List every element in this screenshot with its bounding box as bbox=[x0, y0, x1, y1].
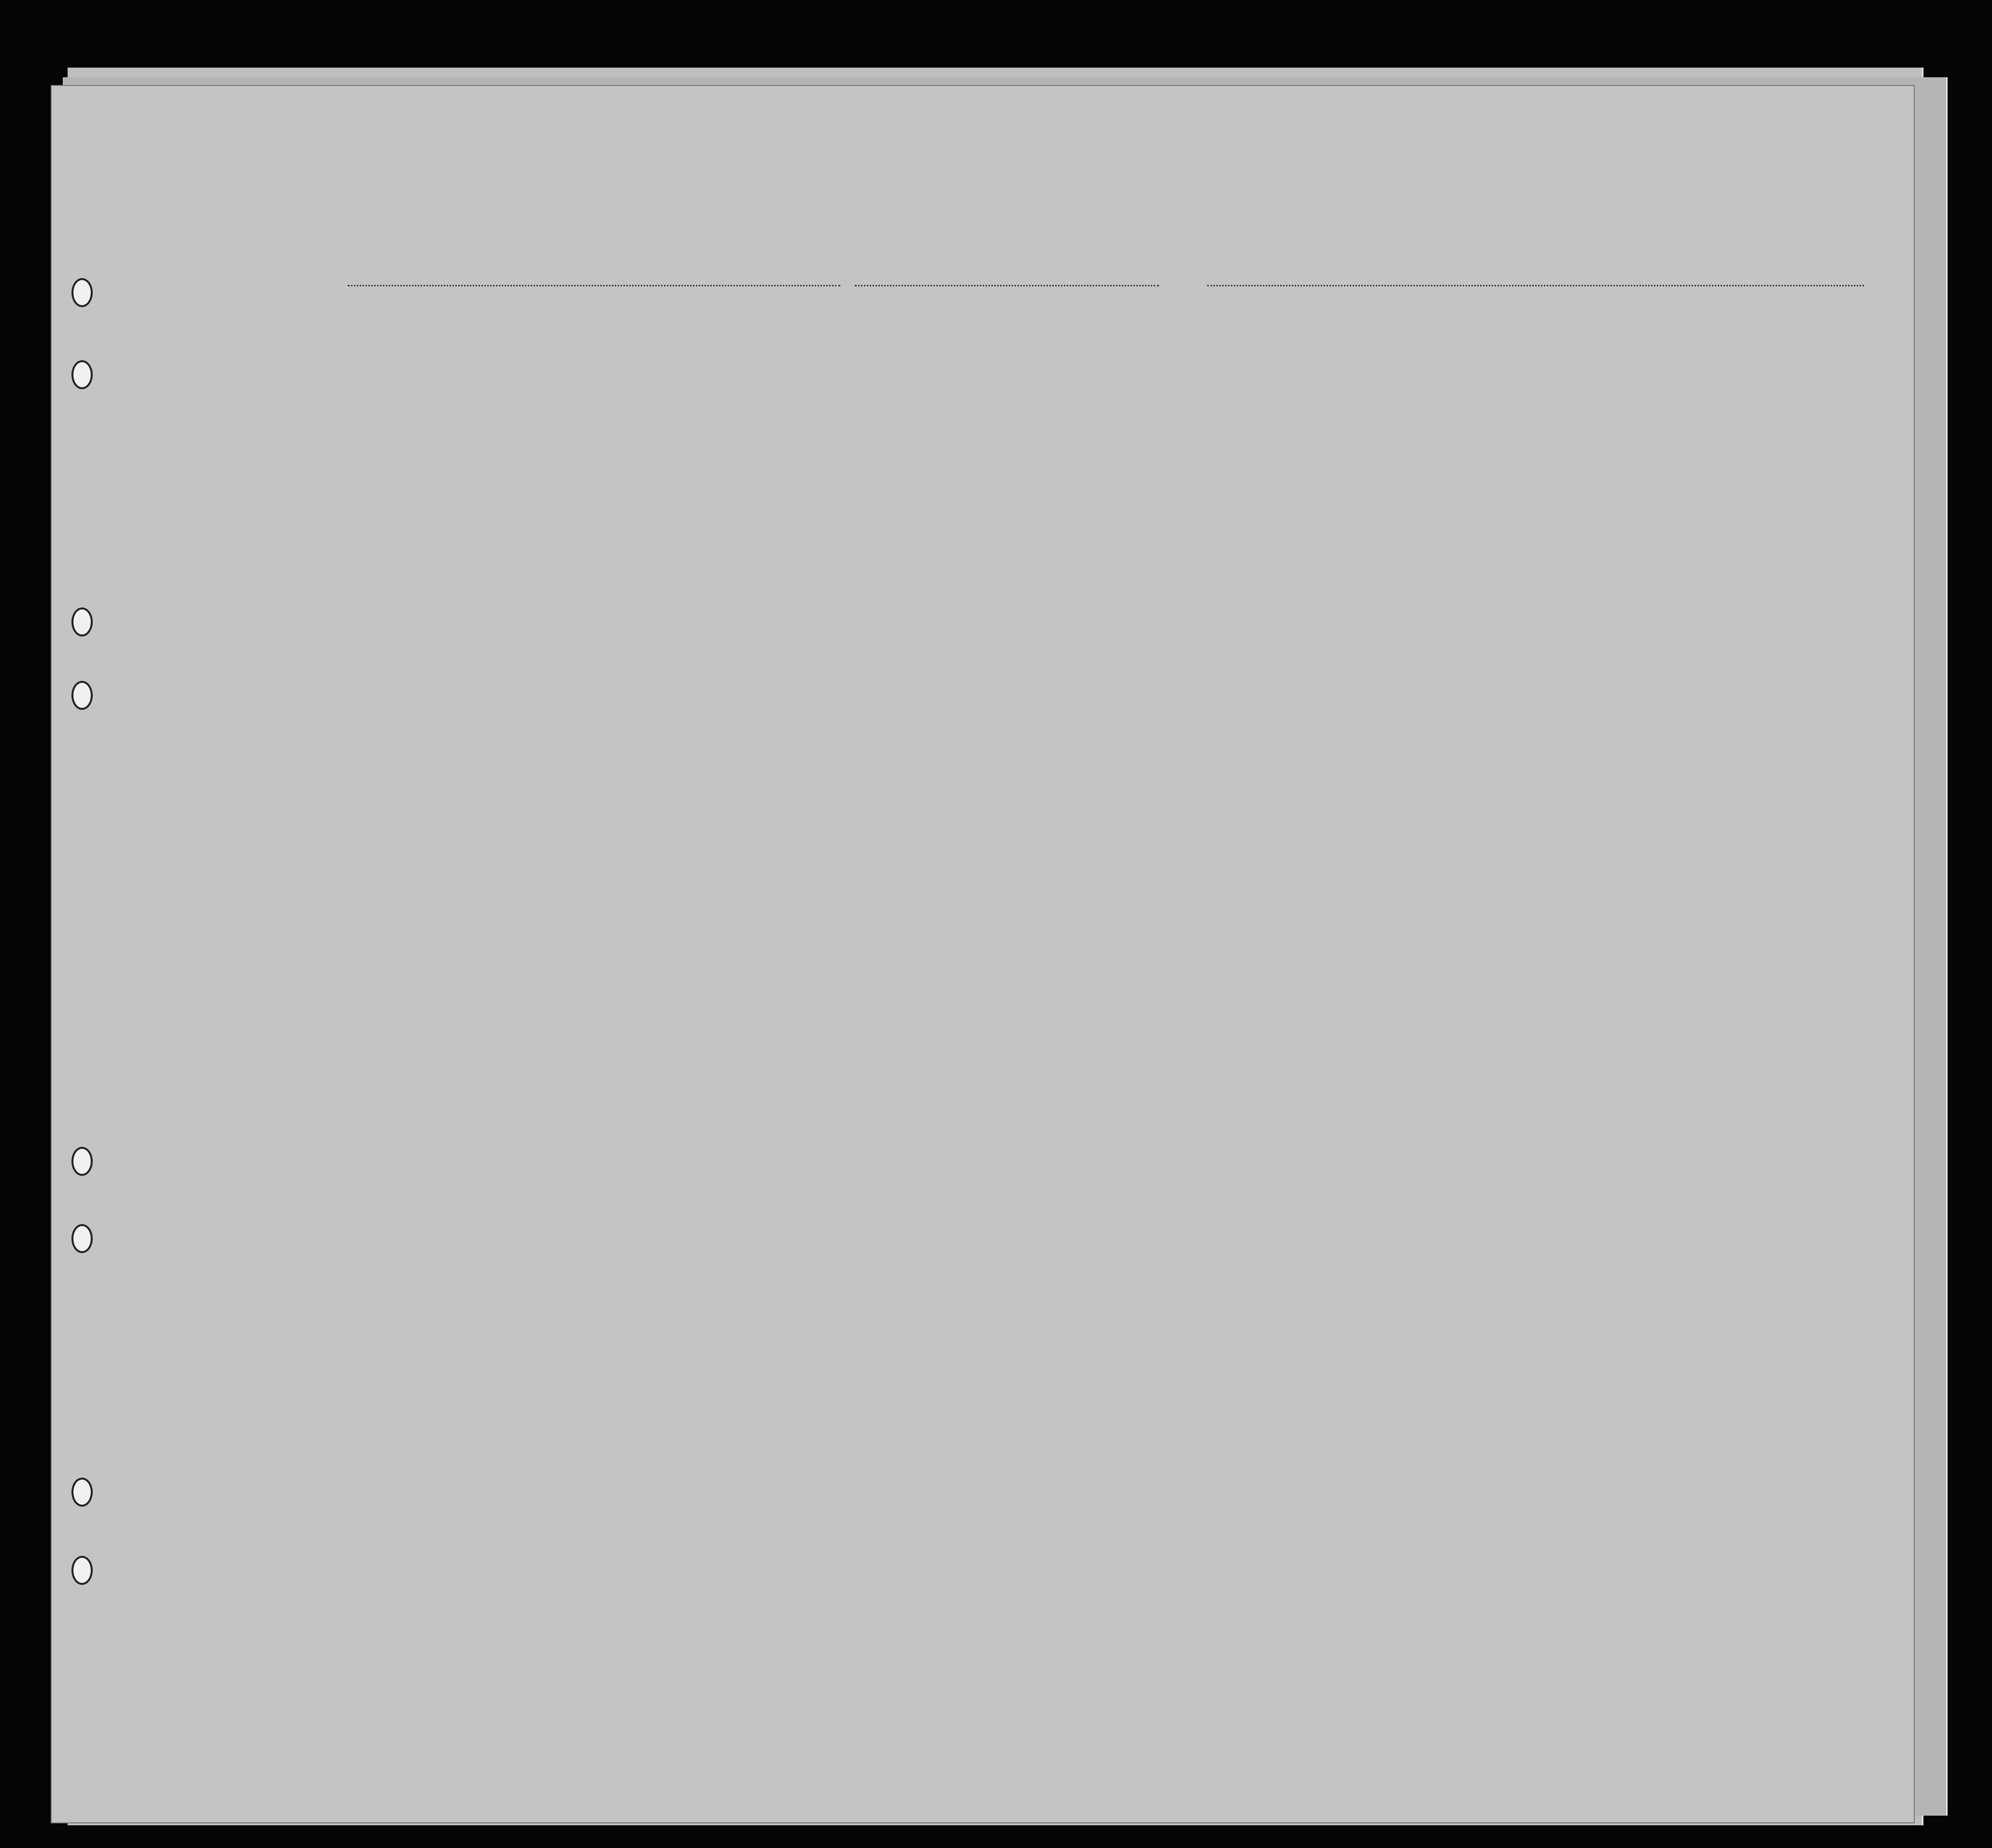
punch-hole bbox=[71, 681, 93, 710]
manifest-page bbox=[51, 85, 1915, 1823]
port-line bbox=[348, 285, 840, 286]
punch-hole bbox=[71, 607, 93, 636]
date-line bbox=[855, 285, 1159, 286]
punch-hole bbox=[71, 1224, 93, 1253]
punch-hole bbox=[71, 278, 93, 307]
punch-hole bbox=[71, 1478, 93, 1507]
year-line bbox=[1207, 285, 1864, 286]
punch-hole bbox=[71, 1556, 93, 1585]
punch-hole bbox=[71, 360, 93, 389]
punch-hole bbox=[71, 1147, 93, 1176]
